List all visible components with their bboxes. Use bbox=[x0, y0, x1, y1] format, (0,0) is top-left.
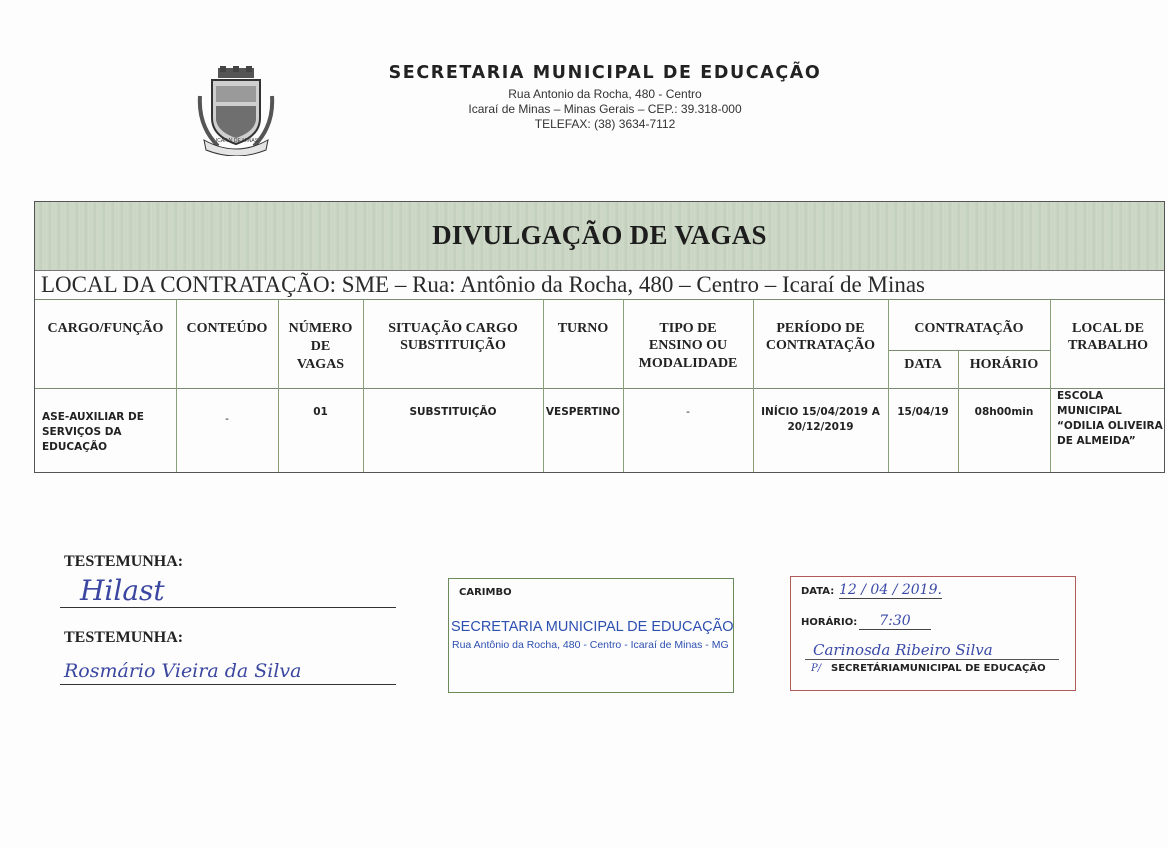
secretary-signature: Carinosda Ribeiro Silva bbox=[813, 641, 993, 659]
cell-local-3: “ODILIA OLIVEIRA bbox=[1057, 420, 1163, 432]
cell-tipo: - bbox=[686, 406, 690, 418]
header-horario: HORÁRIO bbox=[969, 357, 1039, 372]
header-tipo-2: ENSINO OU bbox=[648, 338, 728, 353]
header-phone: TELEFAX: (38) 3634-7112 bbox=[534, 117, 676, 131]
secretary-role-prefix: P/ bbox=[811, 663, 822, 674]
witness-signature-2: Rosmário Vieira da Silva bbox=[64, 660, 302, 682]
vacancy-table bbox=[34, 201, 1165, 473]
witness-label-2: TESTEMUNHA: bbox=[64, 629, 184, 646]
cell-numero: 01 bbox=[313, 406, 328, 418]
cell-cargo-2: SERVIÇOS DA bbox=[42, 426, 122, 438]
date-value: 12 / 04 / 2019. bbox=[839, 582, 942, 598]
header-data: DATA bbox=[904, 357, 942, 372]
time-value: 7:30 bbox=[859, 613, 931, 630]
stamp-box-label: CARIMBO bbox=[459, 587, 512, 598]
secretary-role: SECRETÁRIAMUNICIPAL DE EDUCAÇÃO bbox=[831, 663, 1046, 674]
header-situacao-2: SUBSTITUIÇÃO bbox=[400, 338, 506, 353]
table-rule bbox=[35, 299, 1164, 300]
header-local-2: TRABALHO bbox=[1067, 338, 1149, 353]
header-periodo-1: PERÍODO DE bbox=[776, 321, 865, 336]
crest-banner-text: ICARAÍ DE MINAS bbox=[215, 138, 259, 144]
cell-horario: 08h00min bbox=[974, 406, 1034, 418]
header-city: Icaraí de Minas – Minas Gerais – CEP.: 39.318-000 bbox=[468, 102, 742, 116]
header-numero-2: DE bbox=[310, 339, 331, 354]
cell-data: 15/04/19 bbox=[897, 406, 949, 418]
header-numero-1: NÚMERO bbox=[288, 321, 353, 336]
stamp-address: Rua Antônio da Rocha, 480 - Centro - Icaraí de Minas - MG bbox=[452, 639, 729, 651]
header-contratacao: CONTRATAÇÃO bbox=[914, 321, 1024, 336]
stamp-box bbox=[448, 578, 734, 693]
notice-title: DIVULGAÇÃO DE VAGAS bbox=[432, 220, 767, 250]
header-tipo-3: MODALIDADE bbox=[638, 356, 738, 371]
notice-banner bbox=[35, 202, 1164, 271]
date-label: DATA: bbox=[801, 586, 835, 597]
cell-situacao: SUBSTITUIÇÃO bbox=[409, 406, 497, 418]
header-numero-3: VAGAS bbox=[296, 357, 345, 372]
header-cargo: CARGO/FUNÇÃO bbox=[47, 321, 164, 336]
header-title: SECRETARIA MUNICIPAL DE EDUCAÇÃO bbox=[388, 63, 822, 83]
cell-periodo-2: 20/12/2019 bbox=[787, 421, 854, 433]
cell-local-2: MUNICIPAL bbox=[1057, 405, 1122, 417]
time-label: HORÁRIO: bbox=[801, 617, 858, 628]
cell-local-4: DE ALMEIDA” bbox=[1057, 435, 1136, 447]
secretary-signature-line bbox=[805, 659, 1059, 660]
witness-signature-1: Hilast bbox=[80, 574, 165, 607]
cell-turno: VESPERTINO bbox=[545, 406, 621, 418]
witness-signature-line-2 bbox=[60, 684, 396, 685]
header-tipo-1: TIPO DE bbox=[659, 321, 717, 336]
header-local-1: LOCAL DE bbox=[1072, 321, 1144, 336]
cell-conteudo: - bbox=[225, 413, 229, 425]
cell-local-1: ESCOLA bbox=[1057, 390, 1104, 402]
witness-label-1: TESTEMUNHA: bbox=[64, 553, 184, 570]
cell-periodo-1: INÍCIO 15/04/2019 A bbox=[761, 406, 880, 418]
header-turno: TURNO bbox=[557, 321, 609, 336]
header-conteudo: CONTEÚDO bbox=[186, 321, 268, 336]
witness-signature-line-1 bbox=[60, 607, 396, 608]
header-address: Rua Antonio da Rocha, 480 - Centro bbox=[508, 87, 702, 101]
hiring-location: LOCAL DA CONTRATAÇÃO: SME – Rua: Antônio da Rocha, 480 – Centro – Icaraí de Minas bbox=[41, 272, 925, 297]
header-periodo-2: CONTRATAÇÃO bbox=[765, 338, 876, 353]
cell-cargo-3: EDUCAÇÃO bbox=[42, 441, 108, 453]
header-situacao-1: SITUAÇÃO CARGO bbox=[388, 321, 518, 336]
date-box bbox=[790, 576, 1076, 691]
table-rule bbox=[35, 388, 1164, 389]
cell-cargo-1: ASE-AUXILIAR DE bbox=[42, 411, 144, 423]
stamp-title: SECRETARIA MUNICIPAL DE EDUCAÇÃO bbox=[451, 619, 734, 635]
table-rule bbox=[888, 350, 1050, 351]
